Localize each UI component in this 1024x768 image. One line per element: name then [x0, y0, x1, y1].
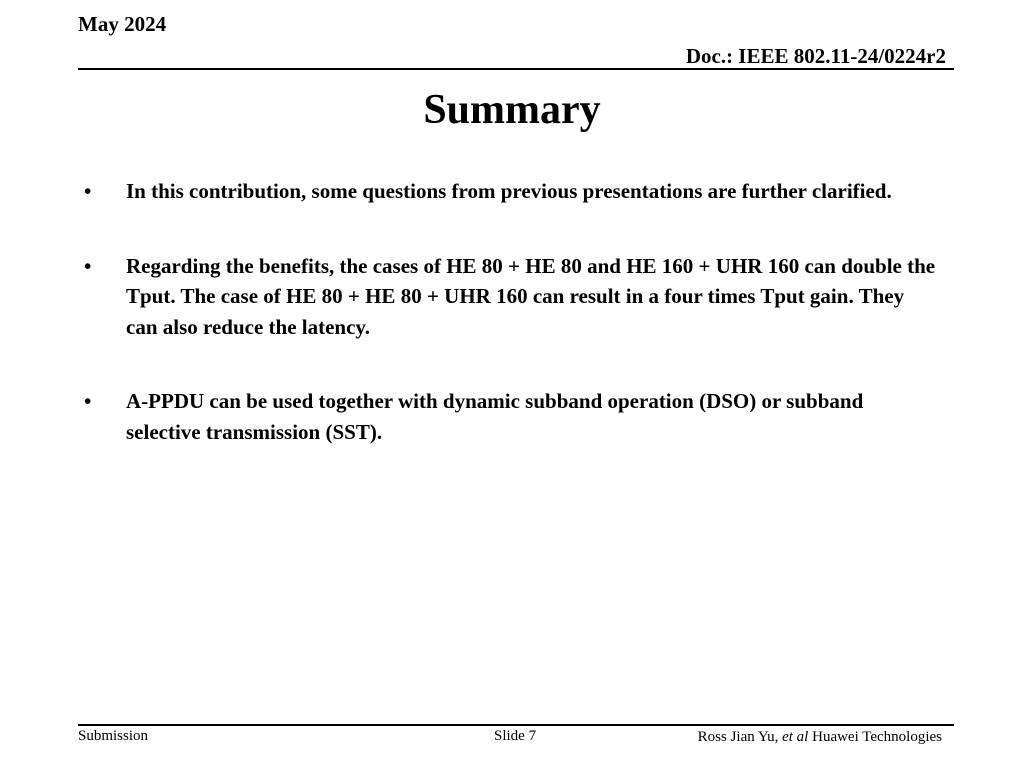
- footer-submission: Submission: [78, 728, 149, 744]
- header-divider: [78, 68, 954, 70]
- footer-author-name: Ross Jian Yu,: [697, 729, 779, 745]
- footer-divider: [78, 724, 954, 726]
- footer-author: [698, 729, 942, 746]
- footer-author-etal: et al: [782, 729, 809, 745]
- bullet-icon: •: [84, 179, 92, 203]
- bullet-text: A-PPDU can be used together with dynamic subband operation (DSO) or subband selective transmission (SST).: [126, 389, 864, 444]
- footer-organization: Huawei Technologies: [812, 729, 942, 745]
- bullet-text: In this contribution, some questions from previous presentations are further clarified.: [126, 179, 892, 203]
- bullet-icon: •: [84, 389, 92, 413]
- bullet-text: Regarding the benefits, the cases of HE 80 + HE 80 and HE 160 + UHR 160 can double the Tput. The case of HE 80 + HE 80 + UHR 160 can result in a four times Tput gain. They can also reduce the latency.: [126, 253, 936, 339]
- bullet-icon: •: [84, 253, 92, 278]
- bullet-item: [78, 251, 938, 343]
- header-doc-id: Doc.: IEEE 802.11-24/0224r2: [685, 44, 946, 68]
- header-date: May 2024: [78, 12, 167, 36]
- bullet-item: [78, 386, 938, 447]
- footer-slide-number: Slide 7: [494, 728, 537, 744]
- bullet-item: [78, 176, 938, 207]
- bullet-list: [78, 176, 938, 491]
- slide-title: Summary: [423, 87, 601, 133]
